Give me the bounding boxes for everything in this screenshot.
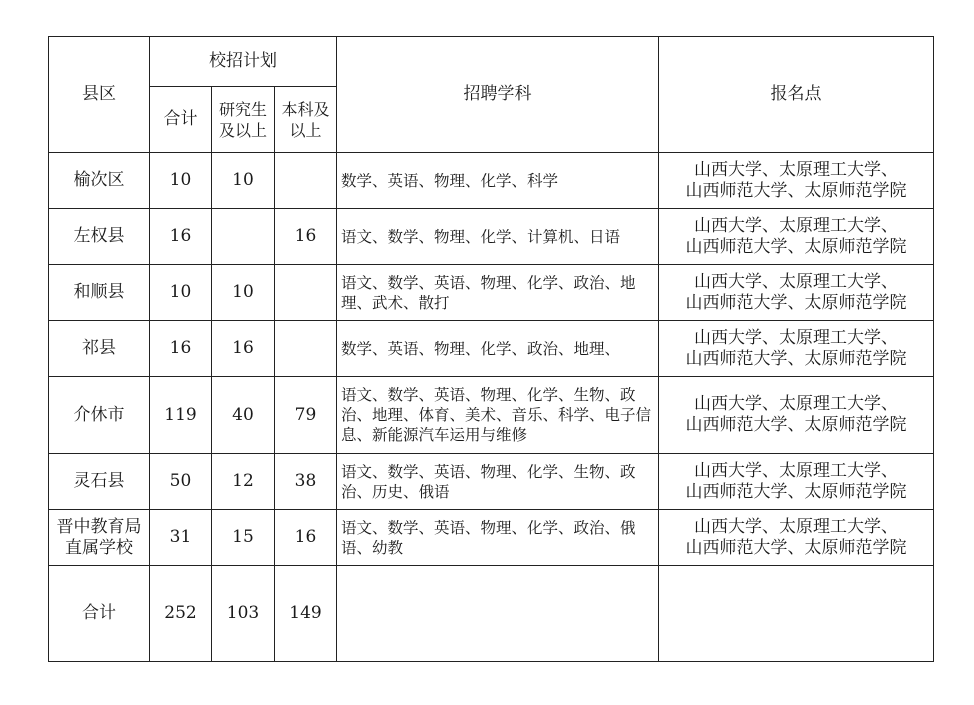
county-cell: 灵石县 xyxy=(49,454,150,510)
site-line: 山西师范大学、太原师范学院 xyxy=(685,537,907,558)
postgrad-cell xyxy=(212,209,275,265)
site-line: 山西师范大学、太原师范学院 xyxy=(685,236,907,257)
header-county: 县区 xyxy=(49,37,150,153)
sites-cell xyxy=(659,209,934,265)
summary-undergrad: 149 xyxy=(275,566,337,662)
summary-subjects-empty xyxy=(337,566,659,662)
summary-postgrad: 103 xyxy=(212,566,275,662)
header-undergrad: 本科及以上 xyxy=(275,87,337,153)
header-postgrad: 研究生及以上 xyxy=(212,87,275,153)
county-cell: 和顺县 xyxy=(49,265,150,321)
sites-cell xyxy=(659,265,934,321)
summary-label: 合计 xyxy=(49,566,150,662)
postgrad-cell: 12 xyxy=(212,454,275,510)
sites-cell xyxy=(659,510,934,566)
subjects-cell: 语文、数学、英语、物理、化学、政治、地理、武术、散打 xyxy=(337,265,659,321)
table-row xyxy=(49,265,934,321)
undergrad-cell: 16 xyxy=(275,510,337,566)
site-line: 山西师范大学、太原师范学院 xyxy=(685,348,907,369)
site-line: 山西师范大学、太原师范学院 xyxy=(685,180,907,201)
site-line: 山西大学、太原理工大学、 xyxy=(694,215,898,236)
table-row xyxy=(49,153,934,209)
total-cell: 16 xyxy=(150,209,212,265)
undergrad-cell xyxy=(275,321,337,377)
subjects-cell: 数学、英语、物理、化学、科学 xyxy=(337,153,659,209)
site-line: 山西师范大学、太原师范学院 xyxy=(685,292,907,313)
site-line: 山西大学、太原理工大学、 xyxy=(694,159,898,180)
site-line: 山西大学、太原理工大学、 xyxy=(694,460,898,481)
header-total: 合计 xyxy=(150,87,212,153)
postgrad-cell: 16 xyxy=(212,321,275,377)
county-cell: 介休市 xyxy=(49,377,150,454)
sites-cell xyxy=(659,454,934,510)
site-line: 山西大学、太原理工大学、 xyxy=(694,394,898,414)
undergrad-cell: 16 xyxy=(275,209,337,265)
sites-cell xyxy=(659,153,934,209)
undergrad-cell xyxy=(275,265,337,321)
subjects-cell: 数学、英语、物理、化学、政治、地理、 xyxy=(337,321,659,377)
undergrad-cell: 79 xyxy=(275,377,337,454)
recruitment-table xyxy=(48,36,934,662)
total-cell: 10 xyxy=(150,153,212,209)
undergrad-cell: 38 xyxy=(275,454,337,510)
site-line: 山西师范大学、太原师范学院 xyxy=(685,415,907,435)
sites-cell xyxy=(659,377,934,454)
table-row xyxy=(49,454,934,510)
total-cell: 16 xyxy=(150,321,212,377)
postgrad-cell: 10 xyxy=(212,265,275,321)
total-cell: 50 xyxy=(150,454,212,510)
header-plan-group: 校招计划 xyxy=(150,37,337,87)
table-row xyxy=(49,377,934,454)
county-cell: 左权县 xyxy=(49,209,150,265)
postgrad-cell: 10 xyxy=(212,153,275,209)
total-cell: 119 xyxy=(150,377,212,454)
postgrad-cell: 40 xyxy=(212,377,275,454)
postgrad-cell: 15 xyxy=(212,510,275,566)
county-cell: 祁县 xyxy=(49,321,150,377)
site-line: 山西大学、太原理工大学、 xyxy=(694,516,898,537)
site-line: 山西大学、太原理工大学、 xyxy=(694,271,898,292)
table-row xyxy=(49,510,934,566)
county-cell: 晋中教育局直属学校 xyxy=(49,510,150,566)
summary-sites-empty xyxy=(659,566,934,662)
site-line: 山西师范大学、太原师范学院 xyxy=(685,481,907,502)
site-line: 山西大学、太原理工大学、 xyxy=(694,327,898,348)
subjects-cell: 语文、数学、英语、物理、化学、政治、俄语、幼教 xyxy=(337,510,659,566)
summary-total: 252 xyxy=(150,566,212,662)
undergrad-cell xyxy=(275,153,337,209)
subjects-cell: 语文、数学、物理、化学、计算机、日语 xyxy=(337,209,659,265)
header-subjects: 招聘学科 xyxy=(337,37,659,153)
subjects-cell: 语文、数学、英语、物理、化学、生物、政治、地理、体育、美术、音乐、科学、电子信息、新能源汽车运用与维修 xyxy=(337,377,659,454)
sites-cell xyxy=(659,321,934,377)
header-sites: 报名点 xyxy=(659,37,934,153)
table-row xyxy=(49,209,934,265)
summary-row xyxy=(49,566,934,662)
table-row xyxy=(49,321,934,377)
total-cell: 10 xyxy=(150,265,212,321)
total-cell: 31 xyxy=(150,510,212,566)
subjects-cell: 语文、数学、英语、物理、化学、生物、政治、历史、俄语 xyxy=(337,454,659,510)
county-cell: 榆次区 xyxy=(49,153,150,209)
